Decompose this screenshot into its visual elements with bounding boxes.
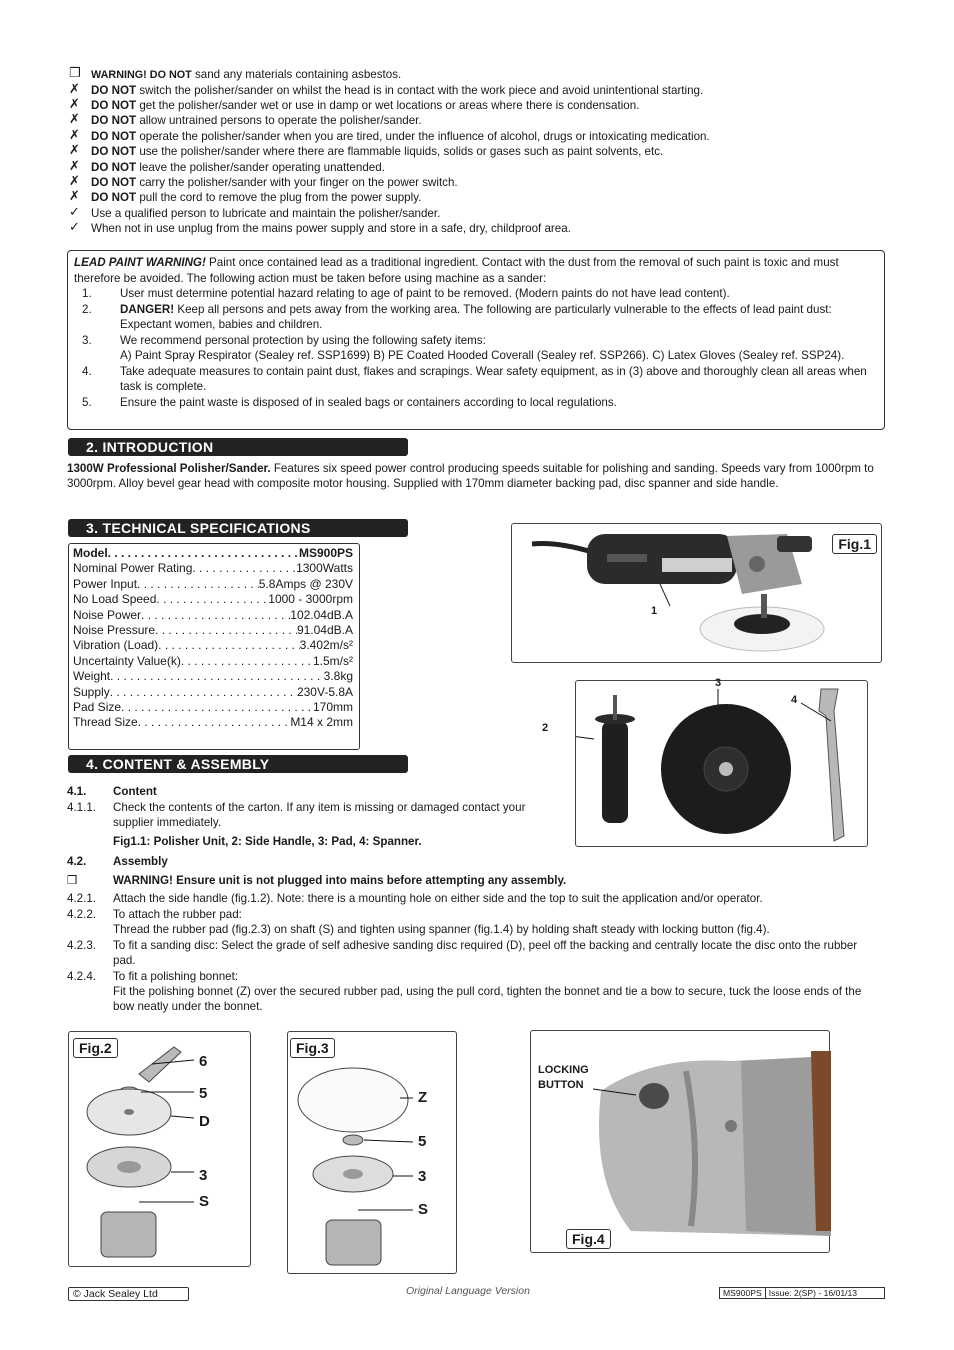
figure-2-illustration — [69, 1032, 252, 1268]
content-heading: 4.1. Content — [67, 785, 157, 798]
warning-item: ✗ DO NOT operate the polisher/sander when you are tired, under the influence of alcohol, drugs or intoxicating medication. — [69, 127, 710, 143]
lead-paint-item: 4. Take adequate measures to contain paint dust, flakes and scrapings. Wear safety equipment, as in (3) above and thoroughly clean all areas when task is complete. — [82, 364, 867, 393]
spec-row — [73, 669, 353, 684]
cross-icon: ✗ — [69, 97, 80, 113]
spec-value: M14 x 2mm — [290, 715, 353, 730]
spec-leader-dots — [138, 715, 291, 730]
spec-leader-dots — [108, 546, 299, 561]
spec-label: Noise Power — [73, 607, 142, 622]
figure-1-parts-frame — [575, 677, 868, 847]
footer-model: MS900PS — [720, 1288, 766, 1298]
spec-row — [73, 654, 353, 669]
assembly-step-4: 4.2.4. To fit a polishing bonnet: — [67, 970, 239, 983]
lead-paint-item: 2. DANGER! Keep all persons and pets away from the working area. The following are particularly vulnerable to the effects of lead paint dust: Expectant women, babies and children. — [82, 302, 832, 331]
figure-2-label-s: S — [199, 1193, 210, 1210]
figure-1-callout-pad: 3 — [715, 677, 722, 689]
warning-item: ✗ DO NOT leave the polisher/sander operating unattended. — [69, 158, 385, 174]
figure-1-callout-handle: 2 — [542, 722, 549, 734]
warning-item: ✗ DO NOT allow untrained persons to operate the polisher/sander. — [69, 112, 422, 128]
lead-paint-item: 1. User must determine potential hazard relating to age of paint to be removed. (Modern paints do not have lead content). — [82, 287, 730, 300]
spec-value: 91.04dB.A — [296, 622, 353, 637]
figure-2-label: Fig.2 — [73, 1038, 118, 1058]
spec-value: 5.8Amps @ 230V — [258, 576, 353, 591]
spec-leader-dots — [158, 638, 299, 653]
spec-row — [73, 685, 353, 700]
spec-label: Power Input — [73, 576, 138, 591]
spec-value: 1.5m/s² — [312, 653, 353, 668]
spec-value: 1300Watts — [296, 561, 353, 576]
warning-item: ✓ Use a qualified person to lubricate and maintain the polisher/sander. — [69, 204, 441, 220]
figure-3-illustration — [288, 1032, 458, 1275]
spec-leader-dots — [110, 669, 324, 684]
assembly-step-2: 4.2.2. To attach the rubber pad: — [67, 908, 242, 921]
spec-row — [73, 638, 353, 653]
cross-icon: ✗ — [69, 158, 80, 174]
spec-leader-dots — [110, 685, 297, 700]
assembly-step-4-detail: Fit the polishing bonnet (Z) over the secured rubber pad, using the pull cord, tighten the bonnet and tie a bow to secure, tuck the loose ends of the bow neatly under the bonnet. — [113, 985, 862, 1014]
figure-3-label: Fig.3 — [290, 1038, 335, 1058]
assembly-heading: 4.2. Assembly — [67, 855, 168, 868]
spec-value: 102.04dB.A — [290, 607, 353, 622]
spec-leader-dots — [137, 577, 259, 592]
parts-illustration — [576, 681, 869, 848]
spec-row — [73, 700, 353, 715]
spec-label: Model — [73, 546, 108, 560]
spec-value: 3.402m/s² — [299, 638, 353, 653]
footer-copyright: © Jack Sealey Ltd — [68, 1287, 189, 1301]
checkbox-icon: ❒ — [69, 66, 81, 82]
spec-label: Pad Size — [73, 699, 122, 714]
figure-1-frame — [511, 523, 882, 663]
figure-1-caption: Fig1.1: Polisher Unit, 2: Side Handle, 3: Pad, 4: Spanner. — [113, 835, 422, 848]
warning-item: ✗ DO NOT pull the cord to remove the plug from the power supply. — [69, 189, 422, 205]
section-introduction-heading: 2. INTRODUCTION — [68, 438, 408, 456]
figure-1-label: Fig.1 — [832, 534, 877, 554]
specifications-table — [68, 543, 360, 750]
section-content-heading: 4. CONTENT & ASSEMBLY — [68, 755, 408, 773]
spec-row — [73, 592, 353, 607]
figure-3-label-s: S — [418, 1201, 429, 1218]
figure-2-frame — [68, 1031, 251, 1267]
spec-label: Uncertainty Value(k) — [73, 653, 181, 668]
warning-item: ✗ DO NOT use the polisher/sander where there are flammable liquids, solids or gases such as paint solvents, etc. — [69, 143, 664, 159]
cross-icon: ✗ — [69, 143, 80, 159]
spec-label: No Load Speed — [73, 592, 157, 607]
spec-value: 230V-5.8A — [296, 684, 353, 699]
spec-label: Supply — [73, 684, 110, 699]
figure-3-label-z: Z — [418, 1089, 428, 1106]
spec-value: MS900PS — [298, 546, 353, 560]
figure-2-label-6: 6 — [199, 1053, 208, 1070]
figure-3-frame — [287, 1031, 457, 1274]
cross-icon: ✗ — [69, 189, 80, 205]
figure-1-callout-spanner: 4 — [791, 694, 798, 706]
lead-paint-item: 3. We recommend personal protection by using the following safety items: A) Paint Spray Respirator (Sealey ref. SSP1699) B) PE Coated Hooded Coverall (Sealey ref. SSP266). C) Latex Gloves (Sealey ref. SSP24). — [82, 333, 845, 362]
spec-label: Weight — [73, 669, 111, 684]
locking-button-label: LOCKING BUTTON — [538, 1064, 589, 1091]
figure-2-label-3: 3 — [199, 1167, 208, 1184]
spec-row — [73, 577, 353, 592]
warning-item: ✓ When not in use unplug from the mains power supply and store in a safe, dry, childproof area. — [69, 220, 571, 236]
assembly-step-3: 4.2.3. To fit a sanding disc: Select the grade of self adhesive sanding disc required (D), peel off the backing and centrally locate the disc onto the rubber pad. — [67, 939, 858, 968]
check-icon: ✓ — [69, 220, 80, 236]
spec-leader-dots — [121, 700, 313, 715]
assembly-warning: ❒ WARNING! Ensure unit is not plugged into mains before attempting any assembly. — [67, 873, 567, 887]
introduction-text: 1300W Professional Polisher/Sander. Features six speed power control producing speeds suitable for polishing and sanding. Speeds vary from 1000rpm to 3000rpm. Alloy bevel gear head with composite motor housing. Supplied with 170mm diameter backing pad, disc spanner and side handle. — [67, 462, 874, 491]
spec-leader-dots — [156, 592, 268, 607]
warnings-list — [67, 67, 897, 236]
assembly-step-1: 4.2.1. Attach the side handle (fig.1.2). Note: there is a mounting hole on either side and the top to suit the application and/or operator. — [67, 892, 763, 905]
footer-issue-box — [719, 1287, 885, 1299]
spec-value: 3.8kg — [323, 669, 353, 684]
figure-4-label: Fig.4 — [566, 1229, 611, 1249]
warning-item: ✗ DO NOT switch the polisher/sander on whilst the head is in contact with the work piece and avoid unintentional starting. — [69, 81, 704, 97]
lead-paint-heading: LEAD PAINT WARNING! — [74, 256, 206, 269]
cross-icon: ✗ — [69, 81, 80, 97]
spec-row — [73, 715, 353, 730]
footer-issue: Issue: 2(SP) - 16/01/13 — [768, 1288, 858, 1298]
lead-paint-intro: LEAD PAINT WARNING! Paint once contained lead as a traditional ingredient. Contact with the dust from the removal of such paint is toxic and must therefore be avoided. The following action must be taken before using machine as a sander: — [74, 256, 839, 285]
spec-leader-dots — [192, 561, 296, 576]
figure-2-label-5: 5 — [199, 1085, 208, 1102]
figure-4-frame — [530, 1030, 830, 1253]
assembly-step-2-detail: Thread the rubber pad (fig.2.3) on shaft (S) and tighten using spanner (fig.1.4) by holding shaft steady with locking button (fig.4). — [113, 923, 770, 936]
spec-leader-dots — [181, 654, 313, 669]
content-step-1: 4.1.1. Check the contents of the carton. If any item is missing or damaged contact your supplier immediately. — [67, 801, 526, 830]
cross-icon: ✗ — [69, 127, 80, 143]
spec-value: 1000 - 3000rpm — [268, 592, 353, 607]
lead-paint-list — [74, 286, 878, 410]
spec-leader-dots — [141, 608, 290, 623]
spec-label: Noise Pressure — [73, 622, 156, 637]
figure-2-label-d: D — [199, 1113, 210, 1130]
spec-leader-dots — [155, 623, 297, 638]
warning-item: ✗ DO NOT get the polisher/sander wet or use in damp or wet locations or areas where there is condensation. — [69, 97, 640, 113]
warning-item: ❒ WARNING! DO NOT sand any materials containing asbestos. — [69, 66, 402, 82]
spec-row — [73, 561, 353, 576]
spec-label: Nominal Power Rating — [73, 561, 193, 576]
cross-icon: ✗ — [69, 112, 80, 128]
polisher-unit-illustration — [512, 524, 883, 664]
figure-3-label-3: 3 — [418, 1168, 427, 1185]
section-specs-heading: 3. TECHNICAL SPECIFICATIONS — [68, 519, 408, 537]
spec-label: Vibration (Load) — [73, 638, 159, 653]
check-icon: ✓ — [69, 204, 80, 220]
lead-paint-item: 5. Ensure the paint waste is disposed of in sealed bags or containers according to local regulations. — [82, 395, 617, 409]
spec-row — [73, 546, 353, 561]
cross-icon: ✗ — [69, 173, 80, 189]
figure-3-label-5: 5 — [418, 1133, 427, 1150]
warning-item: ✗ DO NOT carry the polisher/sander with your finger on the power switch. — [69, 173, 458, 189]
footer-language-note: Original Language Version — [406, 1285, 530, 1297]
spec-value: 170mm — [312, 699, 353, 714]
spec-label: Thread Size — [73, 715, 138, 730]
spec-row — [73, 608, 353, 623]
figure-1-callout: 1 — [651, 605, 658, 617]
lead-paint-warning-box — [67, 250, 885, 430]
spec-row — [73, 623, 353, 638]
